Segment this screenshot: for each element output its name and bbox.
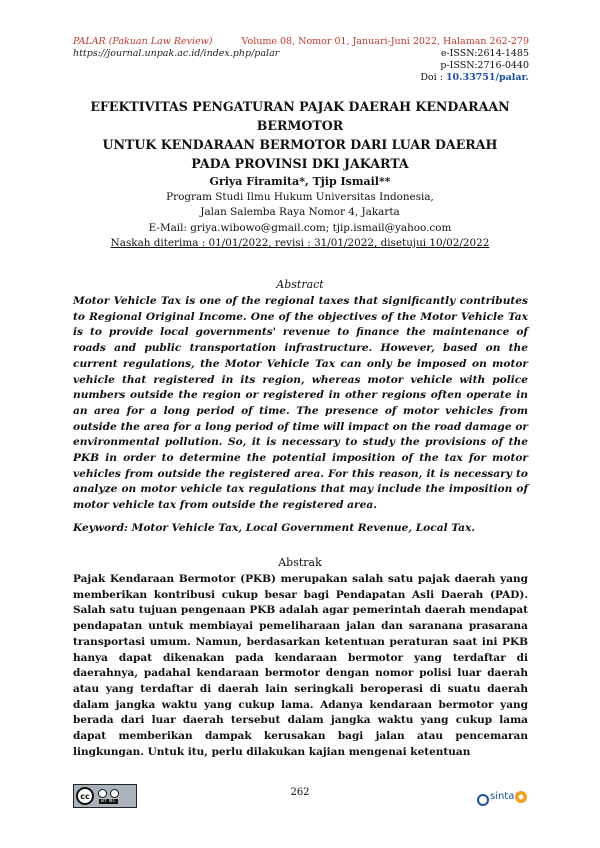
- affiliation: Program Studi Ilmu Hukum Universitas Indonesia,: [166, 190, 434, 203]
- cc-icon: cc: [76, 787, 94, 805]
- page-number: 262: [290, 787, 310, 798]
- sinta-logo: [476, 789, 530, 811]
- abstrak-text: Pajak Kendaraan Bermotor (PKB) merupakan salah satu pajak daerah yang memberikan kontribusi cukup besar bagi Pendapatan Asli Daerah (PAD). Salah satu tujuan pengenaan PKB adalah agar pemerintah daerah mendapat pendapatan untuk membiayai pemeliharaan jalan dan saranana prasarana transportasi umum. Namun, berdasarkan ketentuan peraturan saat ini PKB hanya dapat dikenakan pada kendaraan bermotor yang terdaftar di daerahnya, padahal kendaraan bermotor dengan nomor polisi luar daerah atau yang terdaftar di daerah lain seringkali beroperasi di suatu daerah dalam jangka waktu yang cukup lama. Adanya kendaraan bermotor yang berada dari luar daerah tersebut dalam jangka waktu yang cukup lama dapat memberikan dampak kerusakan bagi jalan atau pencemaran lingkungan. Untuk itu, perlu dilakukan kajian mengenai ketentuan: [73, 573, 528, 758]
- doi-link[interactable]: 10.33751/palar.: [445, 72, 529, 83]
- author-block: [60, 174, 540, 252]
- author-names: Griya Firamita*, Tjip Ismail**: [209, 175, 391, 188]
- abstract-heading: Abstract: [276, 278, 324, 291]
- title-line-1: EFEKTIVITAS PENGATURAN PAJAK DAERAH KENDARAAN BERMOTOR: [90, 99, 510, 133]
- paper-title: [60, 97, 540, 173]
- email-line[interactable]: E-Mail: griya.wibowo@gmail.com; tjip.ismail@yahoo.com: [148, 221, 452, 234]
- doi-label: Doi :: [420, 72, 446, 83]
- running-header-right: [241, 36, 529, 84]
- keywords: Keyword: Motor Vehicle Tax, Local Government Revenue, Local Tax.: [73, 522, 476, 534]
- pissn: p-ISSN:2716-0440: [440, 60, 529, 71]
- address: Jalan Salemba Raya Nomor 4, Jakarta: [200, 206, 400, 218]
- sinta-label: sinta: [490, 791, 515, 802]
- doi-line: [241, 72, 529, 84]
- license-labels: BY NC: [100, 798, 117, 804]
- eissn: e-ISSN:2614-1485: [440, 48, 529, 59]
- title-line-2: UNTUK KENDARAAN BERMOTOR DARI LUAR DAERAH: [102, 137, 498, 152]
- received-dates: Naskah diterima : 01/01/2022, revisi : 31/01/2022, disetujui 10/02/2022: [110, 237, 490, 249]
- abstract-text: Motor Vehicle Tax is one of the regional taxes that significantly contributes to Regional Original Income. One of the objectives of the Motor Vehicle Tax is to provide local governments' revenue to finance the maintenance of roads and public transportation infrastructure. However, based on the current regulations, the Motor Vehicle Tax can only be imposed on motor vehicle that registered in its region, whereas motor vehicle with police numbers outside the region or registered in other regions often operate in an area for a long period of time. The presence of motor vehicles from outside the area for a long period of time will impact on the road damage or environmental pollution. So, it is necessary to study the provisions of the PKB in order to determine the potential imposition of the tax for motor vehicles from outside the registered area. For this reason, it is necessary to analyze on motor vehicle tax regulations that may include the imposition of motor vehicle tax from outside the registered area.: [73, 295, 528, 512]
- journal-name: PALAR (Pakuan Law Review): [73, 36, 213, 47]
- journal-url[interactable]: https://journal.unpak.ac.id/index.php/palar: [73, 48, 280, 59]
- abstrak-heading: Abstrak: [278, 556, 322, 569]
- title-line-3: PADA PROVINSI DKI JAKARTA: [191, 156, 409, 171]
- volume-info: Volume 08, Nomor 01, Januari-Juni 2022, Halaman 262-279: [241, 36, 529, 47]
